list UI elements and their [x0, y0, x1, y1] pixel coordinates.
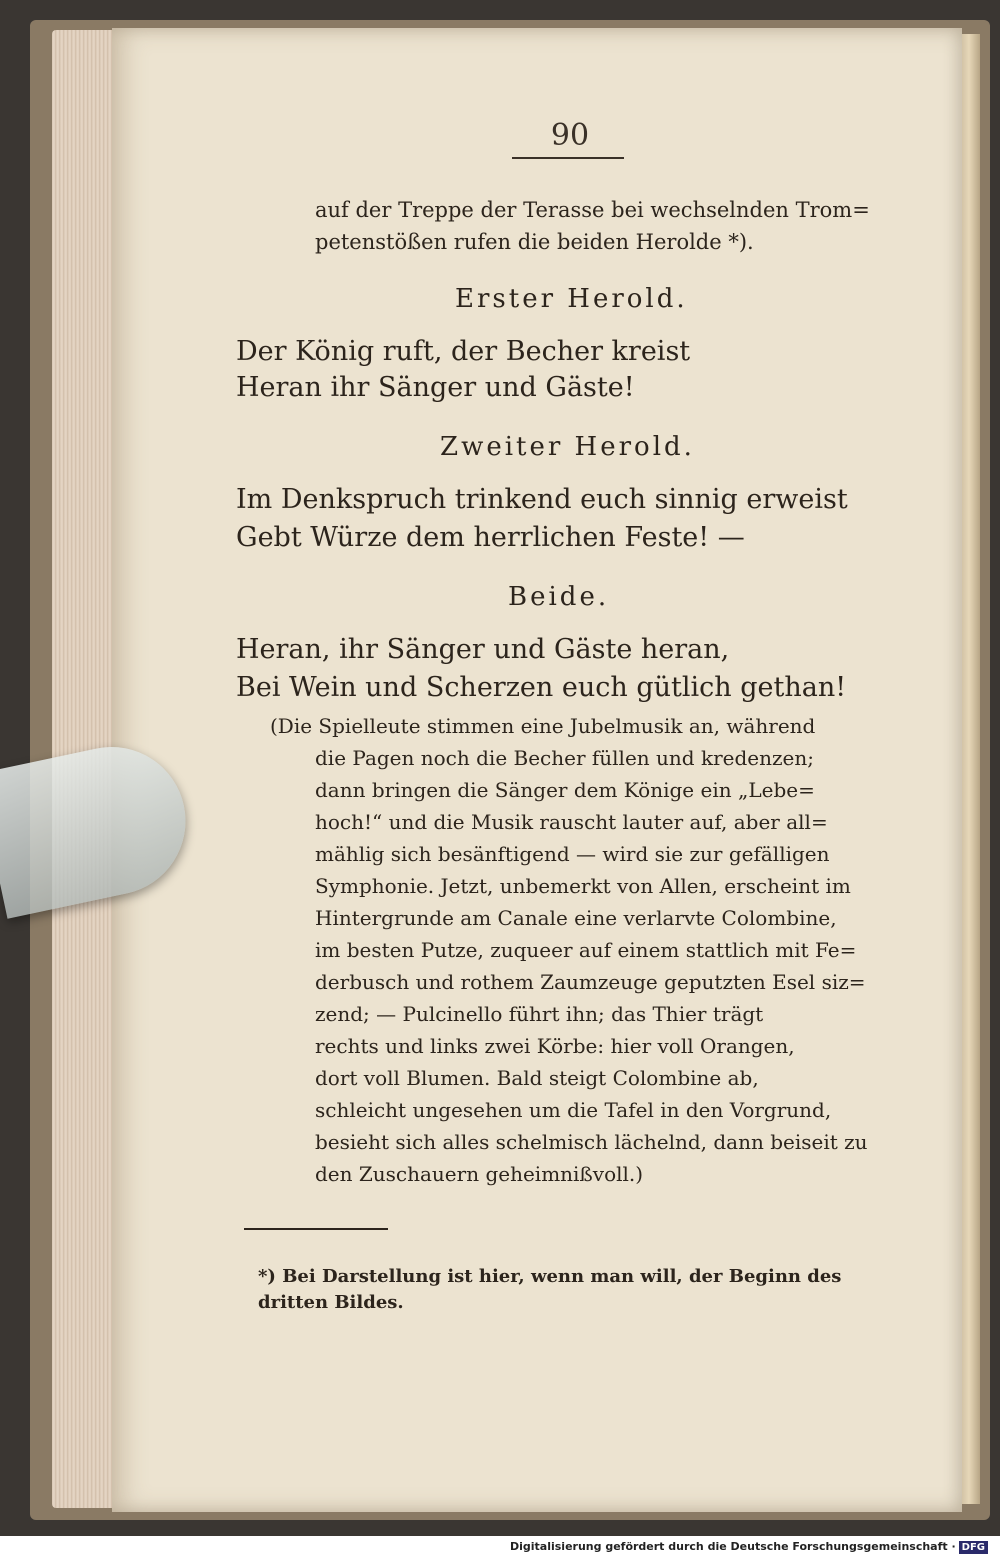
stage-direction-line: dann bringen die Sänger dem Könige ein „Lebe= — [315, 778, 815, 802]
stage-direction-line: derbusch und rothem Zaumzeuge geputzten Esel siz= — [315, 970, 866, 994]
page-number-rule — [512, 157, 624, 159]
page-number: 90 — [550, 118, 590, 153]
verse-line: Heran ihr Sänger und Gäste! — [236, 372, 635, 403]
stage-direction-line: zend; — Pulcinello führt ihn; das Thier trägt — [315, 1002, 764, 1026]
stage-direction-line: mählig sich besänftigend — wird sie zur gefälligen — [315, 842, 830, 866]
verse-line: Bei Wein und Scherzen euch gütlich gethan! — [236, 672, 847, 703]
stage-direction-line: Hintergrunde am Canale eine verlarvte Colombine, — [315, 906, 837, 930]
speaker-heading: Erster Herold. — [455, 284, 688, 314]
stage-direction-line: schleicht ungesehen um die Tafel in den Vorgrund, — [315, 1098, 832, 1122]
footnote-rule — [244, 1228, 388, 1230]
intro-line: auf der Treppe der Terasse bei wechselnden Trom= — [315, 198, 870, 222]
stage-direction-line: (Die Spielleute stimmen eine Jubelmusik an, während — [270, 714, 816, 738]
stage-direction-line: im besten Putze, zuqueer auf einem stattlich mit Fe= — [315, 938, 857, 962]
stage-direction-line: Symphonie. Jetzt, unbemerkt von Allen, erscheint im — [315, 874, 851, 898]
footnote-line: dritten Bildes. — [258, 1292, 404, 1313]
intro-line: petenstößen rufen die beiden Herolde *). — [315, 230, 754, 254]
speaker-heading: Zweiter Herold. — [440, 432, 695, 462]
footnote-line: *) Bei Darstellung ist hier, wenn man will, der Beginn des — [258, 1266, 842, 1287]
speaker-heading: Beide. — [508, 582, 610, 612]
stage-direction-line: die Pagen noch die Becher füllen und kredenzen; — [315, 746, 814, 770]
credit-text: Digitalisierung gefördert durch die Deutsche Forschungsgemeinschaft · — [509, 1540, 956, 1553]
stage-direction-line: rechts und links zwei Körbe: hier voll Orangen, — [315, 1034, 795, 1058]
verse-line: Im Denkspruch trinkend euch sinnig erweist — [236, 484, 848, 515]
verse-line: Heran, ihr Sänger und Gäste heran, — [236, 634, 730, 665]
stage-direction-line: dort voll Blumen. Bald steigt Colombine ab, — [315, 1066, 759, 1090]
verse-line: Gebt Würze dem herrlichen Feste! — — [236, 522, 745, 553]
stage-direction-line: hoch!“ und die Musik rauscht lauter auf, aber all= — [315, 810, 828, 834]
dfg-logo: DFG — [959, 1541, 988, 1554]
stage-direction-line: besieht sich alles schelmisch lächelnd, dann beiseit zu — [315, 1130, 868, 1154]
digitization-credit — [510, 1540, 988, 1554]
verse-line: Der König ruft, der Becher kreist — [236, 336, 691, 367]
stage-direction-line: den Zuschauern geheimnißvoll.) — [315, 1162, 644, 1186]
